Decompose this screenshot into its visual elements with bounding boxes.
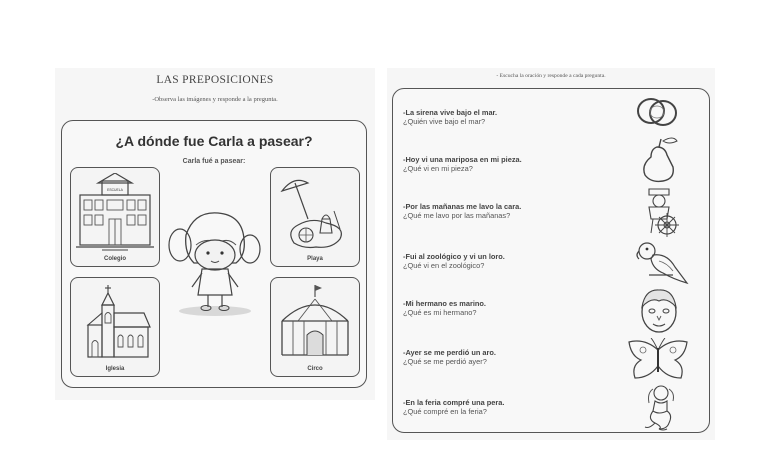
worksheet-listening (387, 68, 715, 440)
sentence-text: -Fui al zoológico y vi un loro. (403, 252, 505, 261)
church-icon (76, 283, 154, 363)
sentence-text: -La sirena vive bajo el mar. (403, 108, 498, 117)
sentence-text: -Hoy vi una mariposa en mi pieza. (403, 155, 522, 164)
question-subtitle: Carla fué a pasear: (182, 158, 246, 165)
sentence-text: -Por las mañanas me lavo la cara. (403, 202, 522, 211)
question-text: ¿Qué vi en el zoológico? (403, 261, 485, 270)
instruction-text: - Escucha la oración y responde a cada pregunta. (496, 73, 606, 79)
sentence-text: -Ayer se me perdió un aro. (403, 348, 496, 357)
school-sign: ESCUELA (107, 188, 123, 192)
question-text: ¿Qué es mi hermano? (403, 308, 477, 317)
card-label: Colegio (104, 256, 126, 262)
question-box (61, 120, 367, 388)
worksheet-prepositions (55, 68, 375, 400)
circus-tent-icon (276, 283, 354, 363)
question-text: ¿Quién vive bajo el mar? (403, 117, 486, 126)
question-text: ¿Qué vi en mi pieza? (403, 164, 473, 173)
page-title: LAS PREPOSICIONES (156, 74, 274, 86)
card-label: Playa (307, 256, 323, 262)
sentence-text: -En la feria compré una pera. (403, 398, 505, 407)
beach-icon (276, 173, 354, 253)
card-iglesia (70, 277, 160, 377)
list-item (403, 155, 522, 173)
face-icon (633, 285, 685, 335)
card-label: Circo (307, 366, 323, 372)
card-playa (270, 167, 360, 267)
list-item (403, 108, 497, 126)
school-icon (76, 173, 154, 253)
question-heading: ¿A dónde fue Carla a pasear? (115, 133, 313, 149)
question-text: ¿Qué me lavo por las mañanas? (403, 211, 511, 220)
question-text: ¿Qué se me perdió ayer? (403, 357, 487, 366)
butterfly-icon (625, 338, 691, 382)
rings-icon (633, 93, 681, 131)
list-item (403, 202, 521, 220)
girl-icon (166, 207, 264, 317)
questions-box (392, 88, 710, 433)
card-label: Iglesia (105, 366, 125, 372)
parrot-icon (633, 237, 689, 287)
sailor-icon (633, 185, 689, 237)
sentence-text: -Mi hermano es marino. (403, 299, 486, 308)
instruction-text: -Observa las imágenes y responde a la pregunta. (152, 96, 278, 103)
mermaid-icon (633, 383, 685, 431)
list-item (403, 398, 504, 416)
question-text: ¿Qué compré en la feria? (403, 407, 487, 416)
pear-icon (633, 133, 681, 183)
list-item (403, 252, 505, 270)
card-colegio (70, 167, 160, 267)
list-item (403, 299, 486, 317)
card-circo (270, 277, 360, 377)
list-item (403, 348, 496, 366)
